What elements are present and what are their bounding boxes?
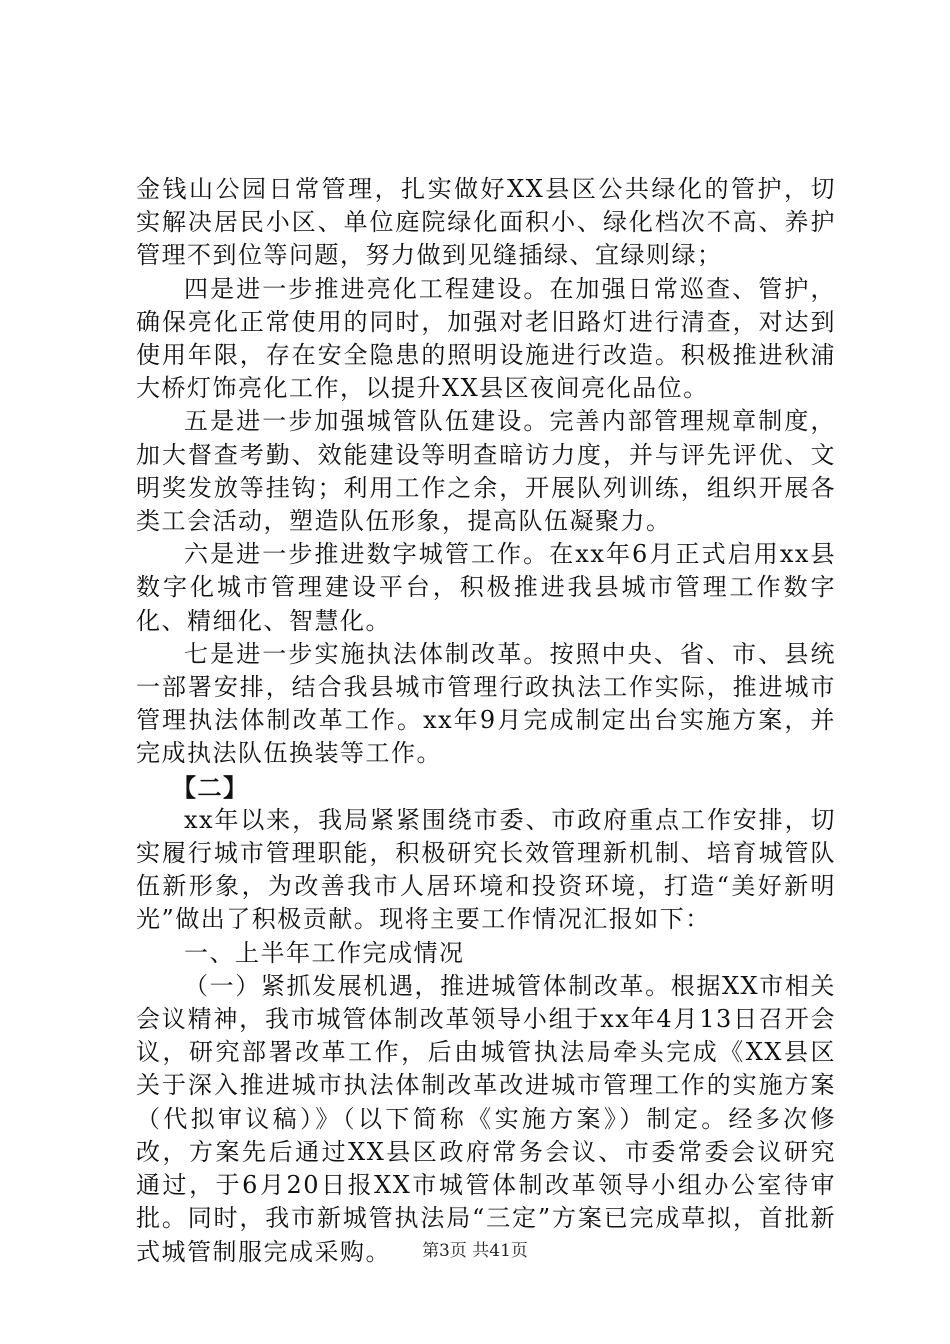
paragraph-reform-progress: （一）紧抓发展机遇，推进城管体制改革。根据XX市相关会议精神，我市城管体制改革领导小组于xx年4月13日召开会议，研究部署改革工作，后由城管执法局牵头完成《XX县区关于深入推进城市执法体制改革改进城市管理工作的实施方案（代拟审议稿）》（以下简称《实施方案》）制定。经多次修改，方案先后通过XX县区政府常务会议、市委常委会议研究通过，于6月20日报XX市城管体制改革领导小组办公室待审批。同时，我市新城管执法局“三定”方案已完成草拟，首批新式城管制服完成采购。 [136,971,836,1266]
paragraph-team-building: 五是进一步加强城管队伍建设。完善内部管理规章制度，加大督查考勤、效能建设等明查暗访力度，并与评先评优、文明奖发放等挂钩；利用工作之余，开展队列训练，组织开展各类工会活动，塑造队伍形象，提高队伍凝聚力。 [136,407,836,536]
section-heading-two: 【二】 [172,772,249,802]
paragraph-law-enforcement-reform: 七是进一步实施执法体制改革。按照中央、省、市、县统一部署安排，结合我县城市管理行政执法工作实际，推进城市管理执法体制改革工作。xx年9月完成制定出台实施方案，并完成执法队伍换装等工作。 [136,639,836,768]
page-number-footer: 第3页 共41页 [422,1241,528,1261]
paragraph-lighting: 四是进一步推进亮化工程建设。在加强日常巡查、管护，确保亮化正常使用的同时，加强对老旧路灯进行清查，对达到使用年限，存在安全隐患的照明设施进行改造。积极推进秋浦大桥灯饰亮化工作，以提升XX县区夜间亮化品位。 [136,274,836,403]
paragraph-digital-management: 六是进一步推进数字城管工作。在xx年6月正式启用xx县数字化城市管理建设平台，积极推进我县城市管理工作数字化、精细化、智慧化。 [136,540,836,635]
document-body [136,173,836,1269]
paragraph-subtitle-first-half: 一、上半年工作完成情况 [184,938,465,967]
paragraph-greening: 金钱山公园日常管理，扎实做好XX县区公共绿化的管护，切实解决居民小区、单位庭院绿化面积小、绿化档次不高、养护管理不到位等问题，努力做到见缝插绿、宜绿则绿； [136,175,836,270]
paragraph-intro: xx年以来，我局紧紧围绕市委、市政府重点工作安排，切实履行城市管理职能，积极研究长效管理新机制、培育城管队伍新形象，为改善我市人居环境和投资环境，打造“美好新明光”做出了积极贡献。现将主要工作情况汇报如下： [136,805,836,934]
